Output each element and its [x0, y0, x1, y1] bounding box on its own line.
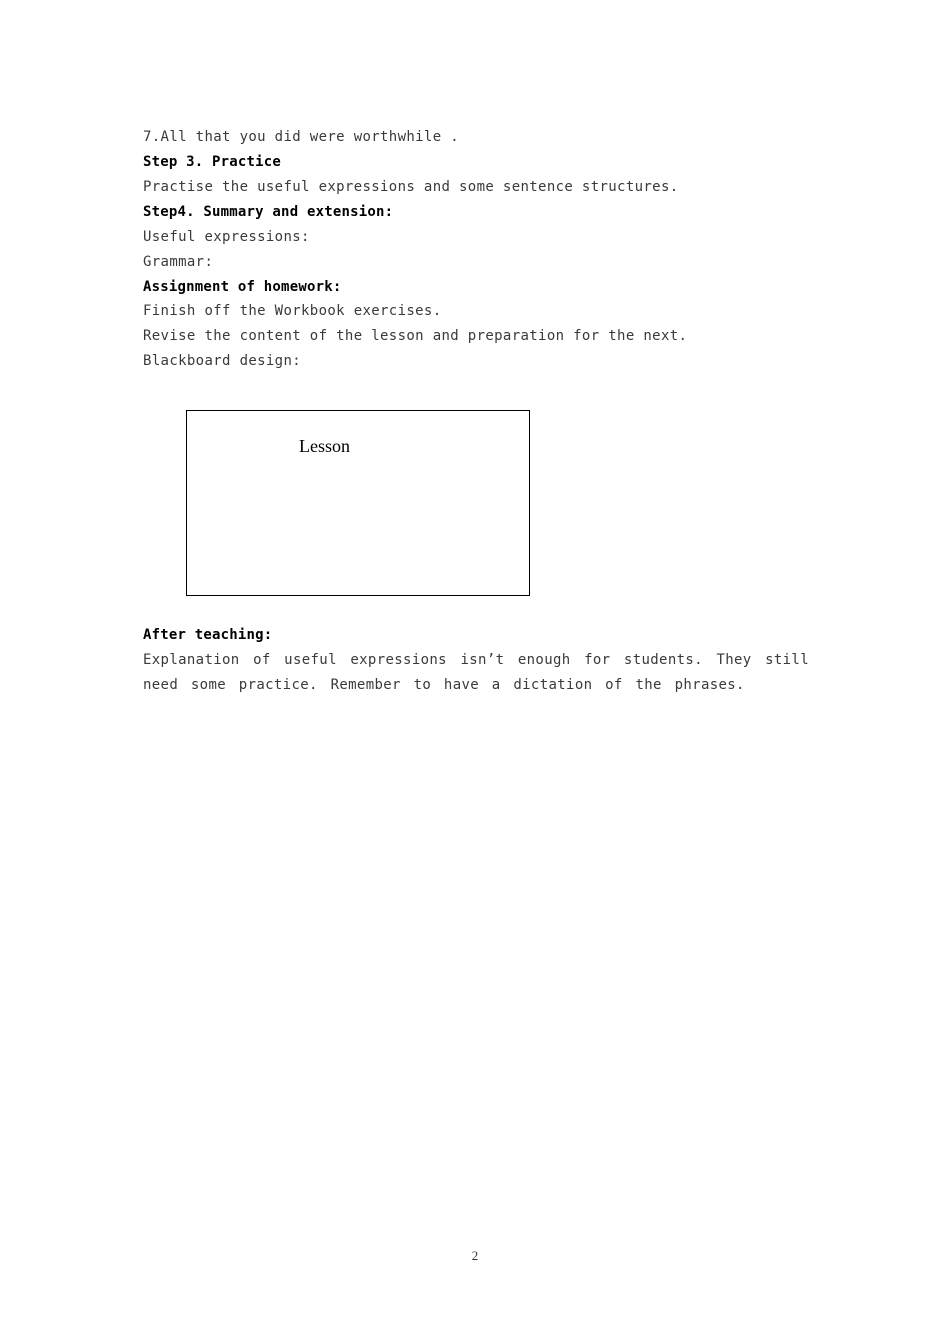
- blackboard-title: Lesson: [299, 436, 350, 456]
- after-teaching-heading: After teaching:: [143, 627, 273, 643]
- blackboard-design-box: [186, 410, 530, 596]
- homework-item-2: Revise the content of the lesson and preparation for the next.: [143, 328, 688, 344]
- homework-heading: Assignment of homework:: [143, 279, 342, 295]
- page-number: 2: [471, 1248, 479, 1263]
- useful-expressions-label: Useful expressions:: [143, 229, 310, 245]
- grammar-label: Grammar:: [143, 254, 214, 270]
- step-3-heading: Step 3. Practice: [143, 154, 282, 170]
- sentence-item-7: 7.All that you did were worthwhile .: [143, 129, 460, 145]
- after-teaching-paragraph: Explanation of useful expressions isn’t enough for students. They still need some practice. Remember to have a dictation of the phrases.: [143, 652, 809, 693]
- step-4-heading: Step4. Summary and extension:: [143, 204, 394, 220]
- practice-description: Practise the useful expressions and some sentence structures.: [143, 179, 679, 195]
- homework-item-1: Finish off the Workbook exercises.: [143, 303, 442, 319]
- blackboard-design-label: Blackboard design:: [143, 353, 302, 369]
